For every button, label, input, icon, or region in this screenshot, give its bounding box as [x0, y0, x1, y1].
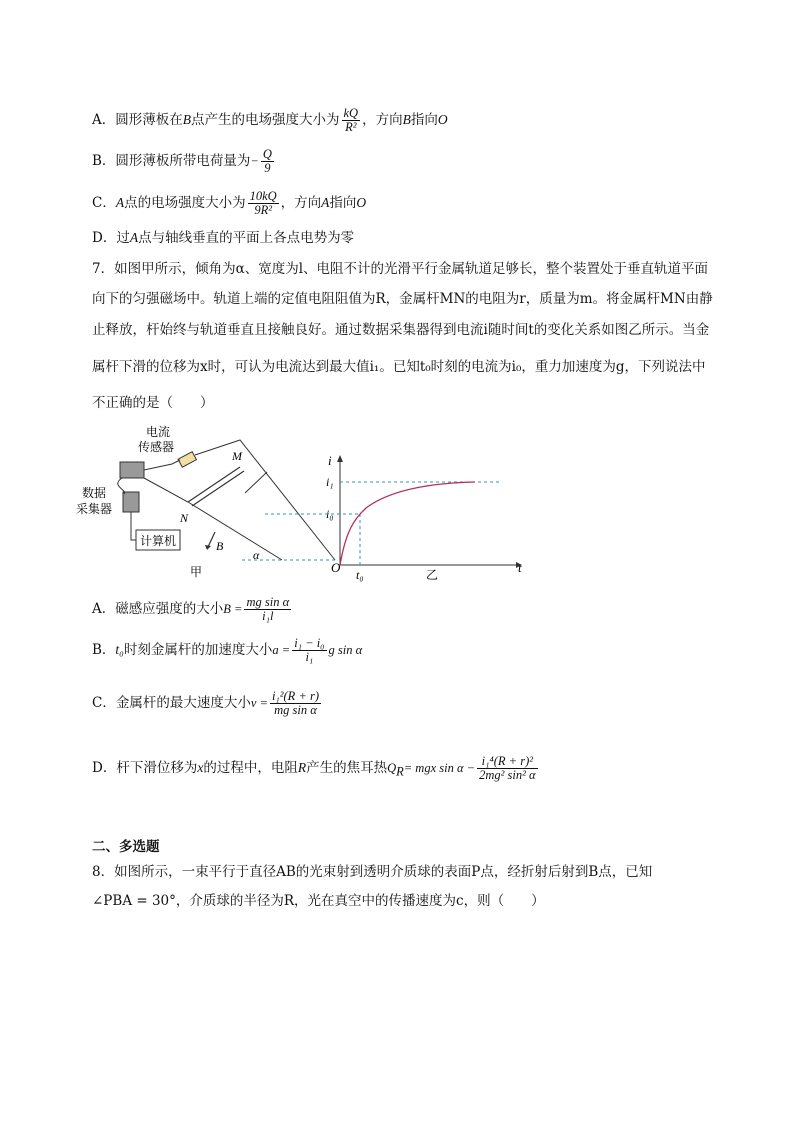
q7-option-d-numerator: i₁⁴(R + r)²: [477, 755, 537, 769]
q7-option-b-t0: t₀: [115, 642, 124, 657]
q7-option-a-fraction: [244, 596, 291, 623]
i1-label: i₁: [326, 475, 334, 489]
q7-option-d-denominator: 2mg² sin² α: [479, 768, 536, 782]
q6-option-d-point-a: A: [129, 230, 139, 245]
q6-option-c-denominator: 9R²: [254, 203, 272, 217]
q6-option-a-point-b: B: [182, 112, 191, 127]
q6-option-d-pre: D．过: [92, 230, 130, 246]
q6-option-a-dir: 指向: [410, 112, 438, 128]
t0-label: t₀: [356, 568, 364, 582]
q6-option-a-mid: 点产生的电场强度大小为: [191, 112, 340, 128]
q7-option-d-fraction: [477, 755, 537, 782]
b-arrow-line: [208, 532, 215, 547]
q7-option-c: [92, 690, 323, 717]
q7-option-c-fraction: [270, 690, 321, 717]
q6-option-a-denominator: R²: [345, 120, 357, 134]
q6-option-c-numerator: 10kQ: [249, 189, 277, 203]
label-b: B: [216, 539, 224, 553]
q6-option-a-numerator: kQ: [343, 106, 359, 120]
q6-option-b-numerator: Q: [262, 147, 272, 161]
q8-stem-line-2: ∠PBA = 30°，介质球的半径为R，光在真空中的传播速度为c，则（ ）: [92, 893, 545, 909]
q7-option-b: [92, 637, 362, 664]
q7-option-d-pre: D．杆下滑位移为: [92, 760, 198, 776]
q6-option-b-fraction: [261, 148, 274, 175]
collector-label-line1: 数据: [82, 486, 107, 500]
q6-option-c-post: ，方向: [280, 195, 322, 211]
q6-option-a-pre: A．圆形薄板在: [92, 112, 183, 128]
q6-option-a-post: ，方向: [362, 112, 403, 128]
sensor-box: [120, 462, 144, 478]
q6-option-d-post: 点与轴线垂直的平面上各点电势为零: [138, 230, 355, 246]
q7-option-d-x: x: [197, 760, 204, 775]
q6-option-c-mid: 点的电场强度大小为: [124, 195, 246, 211]
sensor-label-line1: 电流: [146, 425, 171, 439]
label-alpha: α: [253, 548, 260, 562]
q7-option-b-numerator: i₁ − i₀: [294, 636, 325, 650]
q6-option-c-dir: 指向: [329, 195, 357, 211]
caption-right: 乙: [426, 568, 439, 582]
sensor-wire: [144, 460, 180, 470]
q6-option-c-point-o: O: [356, 195, 367, 210]
q6-option-c-point-a2: A: [321, 195, 330, 210]
q6-option-a: [92, 107, 448, 134]
computer-label: 计算机: [140, 534, 177, 548]
q8-stem-line-1: 8．如图所示，一束平行于直径AB的光束射到透明介质球的表面P点，经折射后射到B点，已知: [92, 864, 653, 880]
q6-option-c-pre: C．: [92, 195, 116, 211]
q7-figure-left: [76, 424, 335, 579]
q7-option-a-lhs: B =: [223, 602, 243, 616]
q7-option-a: [92, 596, 293, 623]
q7-option-a-denominator: i₁l: [262, 609, 274, 623]
axis-label-t: t: [518, 560, 522, 575]
q7-stem-line-2: 向下的匀强磁场中。轨道上端的定值电阻阻值为R，金属杆MN的电阻为r，质量为m。将金属杆MN由静: [92, 291, 713, 307]
q7-option-c-numerator: i₁²(R + r): [271, 689, 320, 703]
q7-option-d-sub: R: [396, 764, 404, 779]
resistor: [178, 452, 196, 467]
q6-option-a-point-o: O: [437, 112, 448, 127]
q7-option-b-post: g sin α: [328, 643, 363, 657]
q6-option-b-sign: −: [250, 154, 259, 168]
q7-option-a-pre: A．磁感应强度的大小: [92, 601, 224, 617]
q7-option-b-pre: B．: [92, 642, 116, 658]
q7-stem-line-4: 属杆下滑的位移为x时，可认为电流达到最大值i₁。已知t₀时刻的电流为i₀，重力加速度为g，下列说法中: [92, 359, 706, 375]
q6-option-b-denominator: 9: [264, 161, 271, 175]
q7-option-c-denominator: mg sin α: [274, 703, 317, 717]
section-heading: 二、多选题: [92, 839, 160, 855]
caption-left: 甲: [190, 565, 203, 579]
q7-figure: [70, 420, 540, 585]
q6-option-a-fraction: [342, 107, 361, 134]
q6-option-b-pre: B．圆形薄板所带电荷量为: [92, 153, 251, 169]
b-arrow-head: [205, 545, 211, 550]
q6-option-c-fraction: [248, 190, 279, 217]
q7-stem-line-1: 7．如图甲所示，倾角为α、宽度为l、电阻不计的光滑平行金属轨道足够长，整个装置处于垂直轨道平面: [92, 261, 709, 277]
label-m: M: [232, 449, 242, 463]
q7-option-d: [92, 755, 540, 782]
q7-option-a-numerator: mg sin α: [246, 595, 290, 609]
q7-stem-line-3: 止释放，杆始终与轨道垂直且接触良好。通过数据采集器得到电流i随时间t的变化关系如图乙所示。当金: [92, 322, 710, 338]
q7-option-b-denominator: i₁: [305, 650, 314, 664]
q7-option-b-lhs: a =: [272, 643, 291, 657]
q7-option-d-mid2: 产生的焦耳热: [306, 760, 388, 776]
q7-option-c-lhs: v =: [250, 696, 268, 710]
q7-option-d-eq: = mgx sin α −: [403, 761, 476, 775]
label-n: N: [180, 511, 189, 525]
q7-option-d-lhs: Q: [387, 761, 397, 775]
origin-label: O: [331, 560, 341, 575]
q6-option-c-point-a: A: [115, 195, 125, 210]
rod-mn-a: [188, 467, 240, 502]
q6-option-a-point-b2: B: [402, 112, 411, 127]
collector-label-line2: 采集器: [76, 502, 113, 516]
q6-option-c: [92, 190, 366, 217]
q7-option-b-mid: 时刻金属杆的加速度大小: [123, 642, 273, 658]
axis-label-i: i: [328, 453, 332, 468]
sensor-label-line2: 传感器: [138, 440, 175, 454]
q7-option-b-fraction: [292, 637, 326, 664]
i-axis-arrow: [337, 455, 343, 462]
width-mark: [245, 472, 267, 493]
q7-option-d-mid: 的过程中，电阻: [203, 760, 298, 776]
q7-figure-right: [265, 453, 522, 582]
q6-option-d: [92, 229, 354, 247]
q7-option-c-pre: C．金属杆的最大速度大小: [92, 695, 251, 711]
q7-option-d-r: R: [297, 760, 307, 775]
q6-option-b: [92, 148, 276, 175]
collector-box: [123, 492, 139, 512]
q7-stem-line-5: 不正确的是（ ）: [92, 395, 214, 411]
i0-label: i₀: [326, 507, 334, 521]
rod-mn-b: [192, 471, 244, 506]
